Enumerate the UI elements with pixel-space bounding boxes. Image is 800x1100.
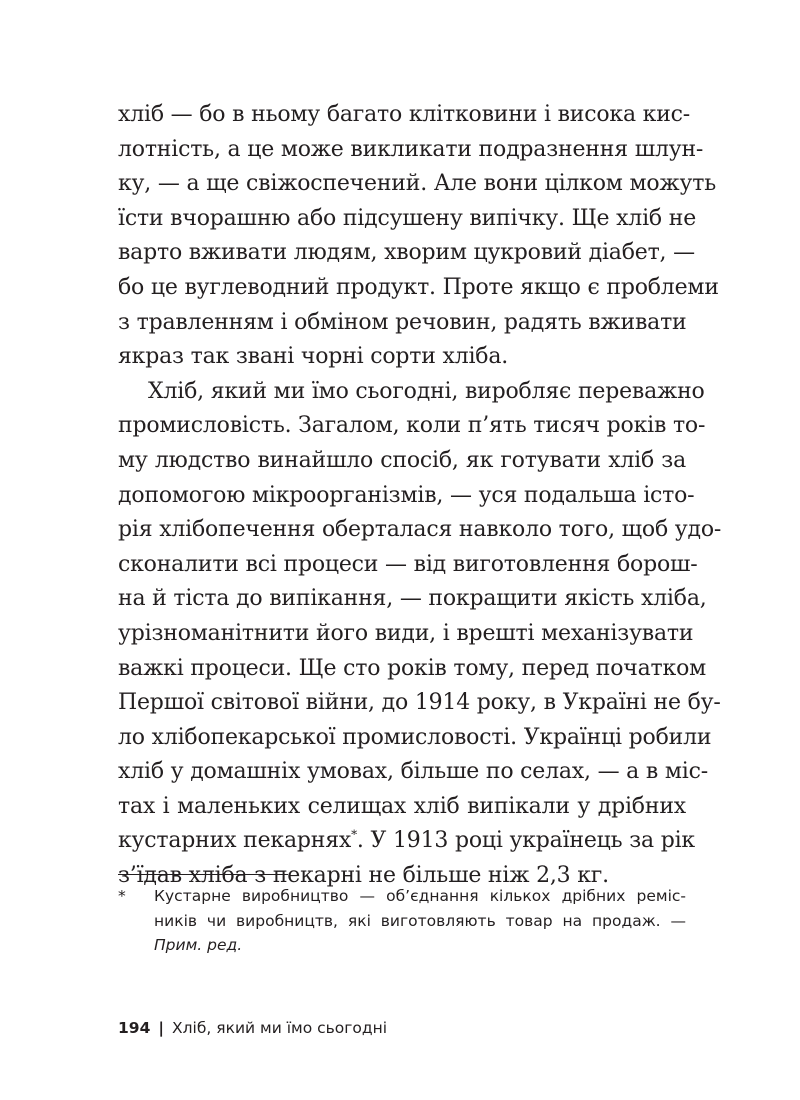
editor-note: Прим. ред.: [154, 936, 243, 954]
page-number: 194: [118, 1019, 151, 1037]
text-line: з травленням і обміном речовин, радять вживати: [118, 309, 687, 335]
footnote-line: Кустарне виробництво — об’єднання кількох дрібних реміс-: [154, 887, 686, 905]
running-footer: [118, 1018, 387, 1038]
footnote-divider: [118, 874, 288, 875]
footer-separator: |: [158, 1019, 165, 1037]
footnote: [118, 884, 686, 958]
main-text: [118, 98, 722, 894]
text-line: ку, — а ще свіжоспечений. Але вони цілком можуть: [118, 171, 716, 197]
text-fragment: . У 1913 році українець за рік: [356, 828, 695, 854]
chapter-title: Хліб, який ми їмо сьогодні: [172, 1019, 388, 1037]
text-line: якраз так звані чорні сорти хліба.: [118, 344, 509, 370]
text-line: бо це вуглеводний продукт. Проте якщо є проблеми: [118, 274, 719, 300]
text-line: Першої світової війни, до 1914 року, в Україні не бу-: [118, 690, 721, 716]
footnote-text: [154, 884, 686, 958]
text-line-with-footnote: [118, 824, 695, 859]
text-line: допомогою мікроорганізмів, — уся подальша істо-: [118, 482, 695, 508]
text-line: тах і маленьких селищах хліб випікали у дрібних: [118, 793, 686, 819]
text-line: рія хлібопечення оберталася навколо того, щоб удо-: [118, 517, 722, 543]
footnote-reference[interactable]: *: [351, 828, 357, 843]
text-line: Хліб, який ми їмо сьогодні, виробляє переважно: [148, 378, 705, 404]
text-line: варто вживати людям, хворим цукровий діабет, —: [118, 240, 695, 266]
text-line: ло хлібопекарської промисловості. Українці робили: [118, 724, 712, 750]
text-fragment: кустарних пекарнях: [118, 828, 352, 854]
text-line: хліб — бо в ньому багато клітковини і висока кис-: [118, 102, 691, 127]
text-line: урізноманітнити його види, і врешті механізувати: [118, 620, 694, 646]
footnote-marker: *: [118, 887, 126, 905]
text-line: на й тіста до випікання, — покращити якість хліба,: [118, 586, 707, 612]
text-line: промисловість. Загалом, коли п’ять тисяч років то-: [118, 413, 706, 439]
text-line: сконалити всі процеси — від виготовлення борош-: [118, 551, 698, 577]
text-line: їсти вчорашню або підсушену випічку. Ще хліб не: [118, 205, 697, 231]
text-line: му людство винайшло спосіб, як готувати хліб за: [118, 447, 686, 473]
text-line: важкі процеси. Ще сто років тому, перед початком: [118, 655, 707, 681]
text-line: хліб у домашніх умовах, більше по селах, — а в міс-: [118, 759, 708, 785]
text-line: з’їдав хліба з пекарні не більше ніж 2,3 кг.: [118, 863, 609, 889]
text-line: лотність, а це може викликати подразнення шлун-: [118, 136, 704, 162]
footnote-line: ників чи виробництв, які виготовляють товар на продаж. —: [154, 911, 686, 930]
